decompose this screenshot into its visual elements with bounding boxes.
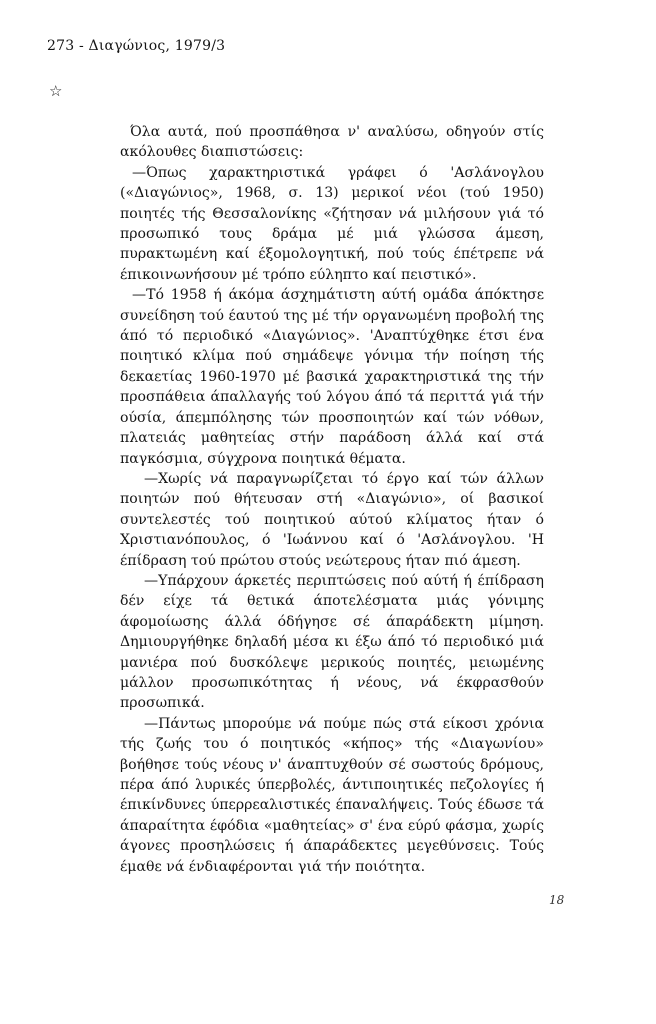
article-body	[120, 122, 544, 877]
paragraph: —Όπως χαρακτηριστικά γράφει ό 'Ασλάνογλου («Διαγώνιος», 1968, σ. 13) μερικοί νέοι (τού 1950) ποιητές τής Θεσσαλονίκης «ζήτησαν νά μιλήσουν γιά τό προσωπικό τους δράμα μέ μιά γλώσσα άμεση, πυρακτωμένη καί έξομολογητική, πού τούς έπέτρεπε νά έπικοινωνήσουν μέ τρόπο εύληπτο καί πειστικό».	[120, 164, 544, 283]
paragraph: Όλα αυτά, πού προσπάθησα ν' αναλύσω, οδηγούν στίς ακόλουθες διαπιστώσεις:	[120, 124, 544, 161]
paragraph: —Υπάρχουν άρκετές περιπτώσεις πού αύτή ή έπίδραση δέν είχε τά θετικά άποτελέσματα μιάς γόνιμης άφομοίωσης άλλά όδήγησε σέ άπαράδεκτη μίμηση. Δημιουργήθηκε δηλαδή μέσα κι έξω άπό τό περιοδικό μιά μανιέρα πού δυσκόλεψε μερικούς ποιητές, μειωμένης μάλλον προσωπικότητας ή νέους, νά έκφρασθούν προσωπικά.	[120, 572, 544, 712]
running-head: 273 - Διαγώνιος, 1979/3	[47, 38, 226, 54]
paragraph: —Τό 1958 ή άκόμα άσχημάτιστη αύτή ομάδα άπόκτησε συνείδηση τού έαυτού της μέ τήν οργανωμένη προβολή της άπό τό περιοδικό «Διαγώνιος». 'Αναπτύχθηκε έτσι ένα ποιητικό κλίμα πού σημάδεψε γόνιμα τήν ποίηση τής δεκαετίας 1960-1970 μέ βασικά χαρακτηριστικά της τήν προσπάθεια άπαλλαγής τού λόγου άπό τά περιττά γιά τήν ούσία, άπεμπόλησης τών προσποιητών καί τών νόθων, πλατειάς μαθητείας στήν παράδοση άλλά καί στά παγκόσμια, σύγχρονα ποιητικά θέματα.	[120, 287, 544, 467]
paragraph: —Πάντως μπορούμε νά πούμε πώς στά είκοσι χρόνια τής ζωής του ό ποιητικός «κήπος» τής «Διαγωνίου» βοήθησε τούς νέους ν' άναπτυχθούν σέ σωστούς δρόμους, πέρα άπό λυρικές ύπερβολές, άντιποιητικές πεζολογίες ή έπικίνδυνες ύπερρεαλιστικές έπαναλήψεις. Τούς έδωσε τά άπαραίτητα έφόδια «μαθητείας» σ' ένα εύρύ φάσμα, χωρίς άγονες προσηλώσεις ή άπαράδεκτες μεγεθύνσεις. Τούς έμαθε νά ένδιαφέρονται γιά τήν ποιότητα.	[120, 715, 544, 875]
page-number: 18	[549, 893, 565, 907]
paragraph: —Χωρίς νά παραγνωρίζεται τό έργο καί τών άλλων ποιητών πού θήτευσαν στή «Διαγώνιο», οί βασικοί συντελεστές τού ποιητικού αύτού κλίματος ήταν ό Χριστιανόπουλος, ό 'Ιωάννου καί ό 'Ασλάνογλου. 'Η έπίδραση τού πρώτου στούς νεώτερους ήταν πιό άμεση.	[120, 470, 544, 569]
star-icon: ☆	[49, 82, 63, 100]
